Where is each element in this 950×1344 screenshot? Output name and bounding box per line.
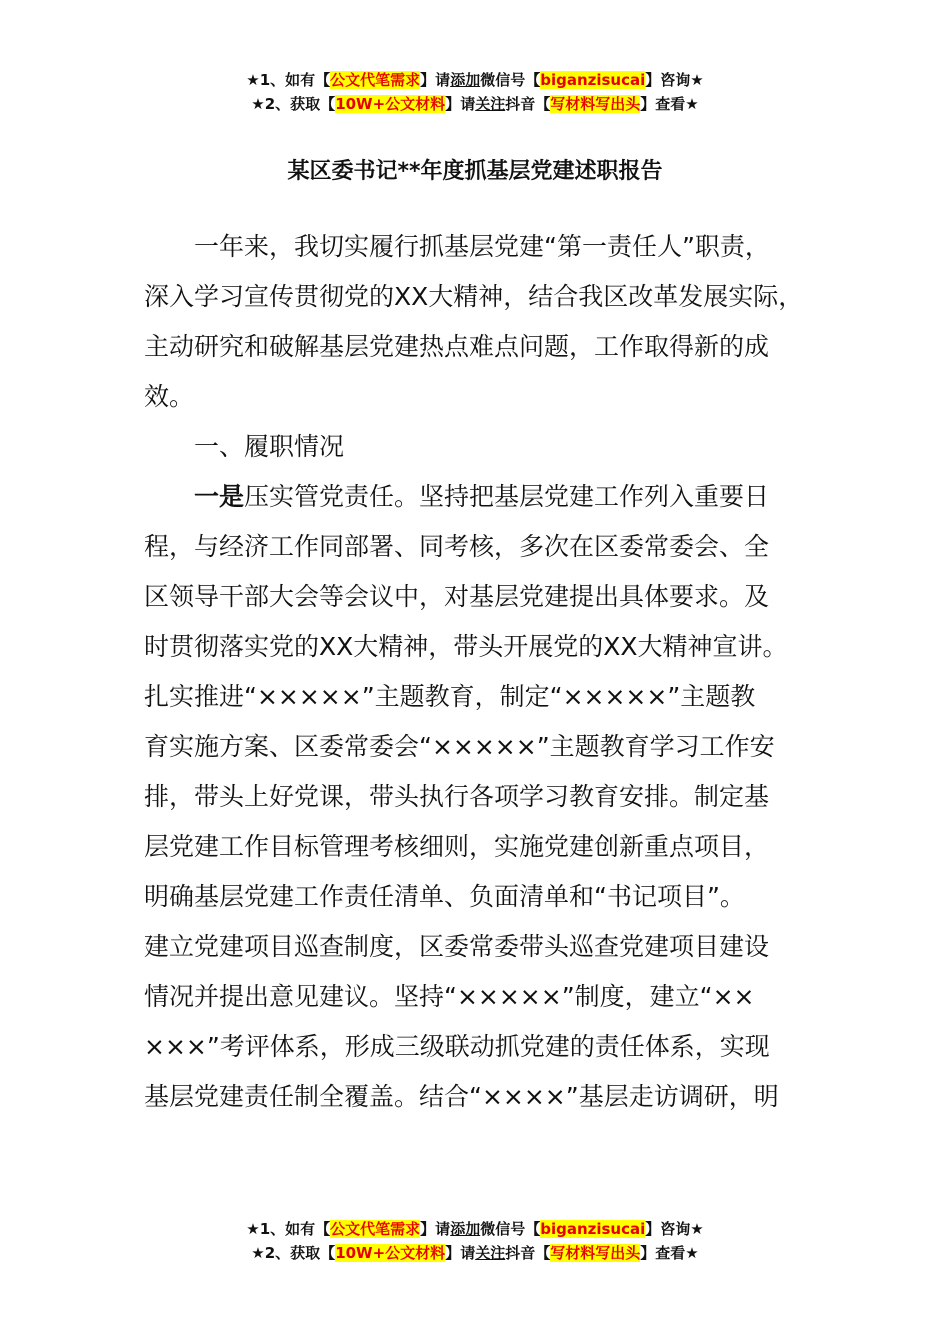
ad-text: 】请: [445, 1244, 476, 1262]
ad-underlined: 添加: [450, 1220, 481, 1238]
ad-text: 】咨询★: [645, 1220, 704, 1238]
ad-line-1: [0, 1217, 950, 1241]
body-line: 主动研究和破解基层党建热点难点问题，工作取得新的成: [144, 332, 770, 361]
ad-text: 】查看★: [640, 95, 699, 113]
ad-text: 微信号【: [480, 1220, 541, 1238]
body-line: 效。: [144, 382, 195, 411]
body-line: 深入学习宣传贯彻党的XX大精神，结合我区改革发展实际，: [144, 282, 804, 311]
ad-text: 】咨询★: [645, 71, 704, 89]
body-line: 层党建工作目标管理考核细则，实施党建创新重点项目，: [144, 832, 770, 861]
body-line: 扎实推进“×××××”主题教育，制定“×××××”主题教: [144, 682, 756, 711]
body-line: 一年来，我切实履行抓基层党建“第一责任人”职责，: [194, 232, 770, 261]
ad-highlight: 10W+公文材料: [335, 1244, 446, 1262]
body-line: 明确基层党建工作责任清单、负面清单和“书记项目”。: [144, 882, 745, 911]
body-line: 情况并提出意见建议。坚持“×××××”制度，建立“××: [144, 982, 755, 1011]
ad-line-1: [0, 68, 950, 92]
footer-ad: [0, 1217, 950, 1265]
ad-text: 抖音【: [505, 95, 551, 113]
ad-highlight: biganzisucai: [540, 1220, 646, 1238]
ad-text: ★1、如有【: [246, 71, 331, 89]
ad-underlined: 关注: [475, 95, 506, 113]
body-line: ×××”考评体系，形成三级联动抓党建的责任体系，实现: [144, 1032, 770, 1061]
ad-text: ★1、如有【: [246, 1220, 331, 1238]
body-line: 区领导干部大会等会议中，对基层党建提出具体要求。及: [144, 582, 770, 611]
ad-text: 】查看★: [640, 1244, 699, 1262]
document-body: [144, 222, 834, 1122]
body-line: 时贯彻落实党的XX大精神，带头开展党的XX大精神宣讲。: [144, 632, 788, 661]
body-line: 基层党建责任制全覆盖。结合“××××”基层走访调研，明: [144, 1082, 779, 1111]
document-title: 某区委书记**年度抓基层党建述职报告: [287, 159, 663, 184]
section-heading: 一、履职情况: [194, 432, 345, 461]
ad-highlight: biganzisucai: [540, 71, 646, 89]
body-line: 程，与经济工作同部署、同考核，多次在区委常委会、全: [144, 532, 770, 561]
header-ad: [0, 68, 950, 116]
ad-text: ★2、获取【: [251, 1244, 336, 1262]
body-line-text: 压实管党责任。坚持把基层党建工作列入重要日: [244, 482, 770, 511]
body-line: 建立党建项目巡查制度，区委常委带头巡查党建项目建设: [144, 932, 770, 961]
body-line: 排，带头上好党课，带头执行各项学习教育安排。制定基: [144, 782, 770, 811]
ad-text: ★2、获取【: [251, 95, 336, 113]
ad-text: 】请: [420, 1220, 451, 1238]
ad-highlight: 公文代笔需求: [330, 71, 421, 89]
ad-line-2: [0, 92, 950, 116]
lead-bold: 一是: [194, 482, 245, 511]
ad-text: 】请: [445, 95, 476, 113]
ad-highlight: 写材料写出头: [550, 1244, 641, 1262]
ad-highlight: 公文代笔需求: [330, 1220, 421, 1238]
ad-text: 微信号【: [480, 71, 541, 89]
ad-underlined: 关注: [475, 1244, 506, 1262]
ad-text: 】请: [420, 71, 451, 89]
ad-highlight: 10W+公文材料: [335, 95, 446, 113]
ad-highlight: 写材料写出头: [550, 95, 641, 113]
ad-line-2: [0, 1241, 950, 1265]
ad-underlined: 添加: [450, 71, 481, 89]
body-line: [144, 472, 834, 522]
body-line: 育实施方案、区委常委会“×××××”主题教育学习工作安: [144, 732, 775, 761]
ad-text: 抖音【: [505, 1244, 551, 1262]
